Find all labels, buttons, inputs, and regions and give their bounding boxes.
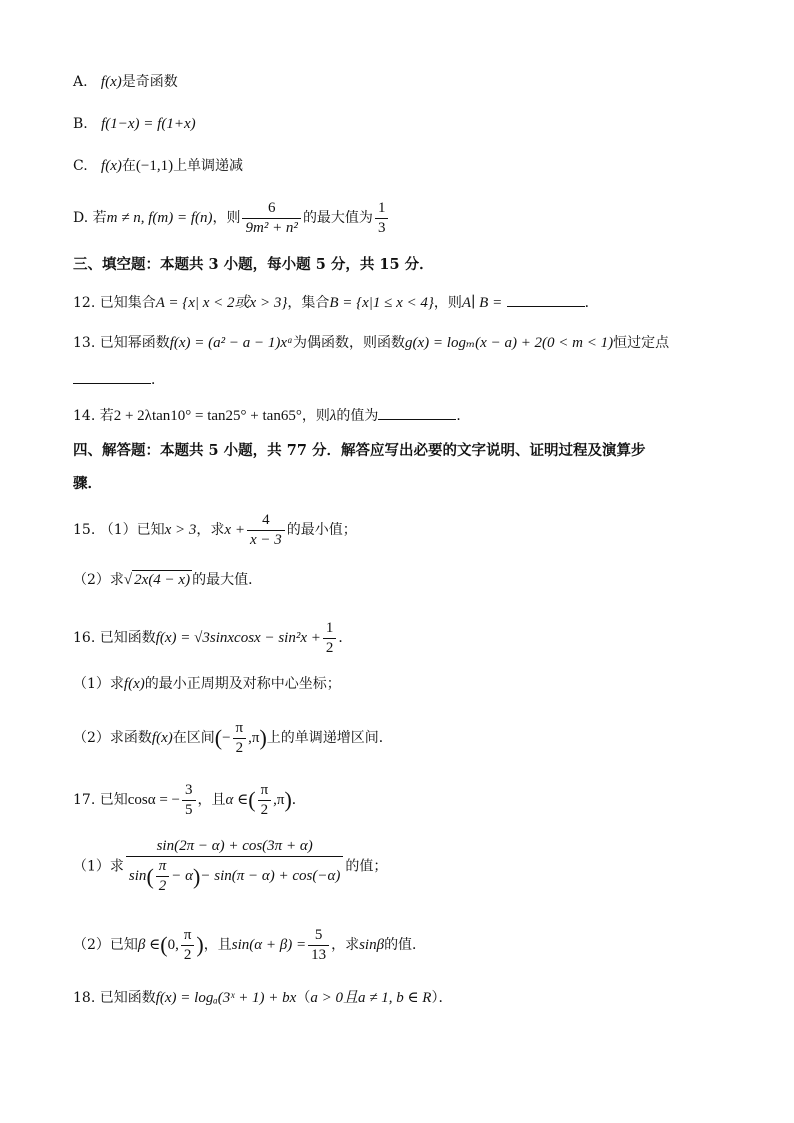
part-label: （1） bbox=[99, 522, 137, 538]
text: 已知 bbox=[99, 792, 128, 808]
numerator: 1 bbox=[377, 199, 386, 216]
part-label: （2） bbox=[73, 572, 110, 588]
math: f(x) = (a² − a − 1)xᵃ bbox=[169, 335, 294, 351]
text: 已知集合 bbox=[99, 295, 156, 311]
math: β ∈ bbox=[137, 937, 161, 953]
numerator: π bbox=[158, 858, 167, 874]
text: 在 bbox=[121, 158, 136, 174]
fraction bbox=[258, 782, 272, 819]
math: f(x) bbox=[151, 730, 173, 746]
question-17-part-2 bbox=[73, 925, 426, 965]
answer-blank bbox=[378, 405, 456, 420]
denominator: 2 bbox=[156, 876, 170, 895]
question-15-part-1 bbox=[73, 510, 357, 550]
question-13 bbox=[73, 333, 669, 353]
text: 若 bbox=[92, 210, 107, 226]
question-17 bbox=[73, 780, 306, 820]
text: 是奇函数 bbox=[121, 74, 178, 90]
math: cosα = − bbox=[127, 792, 180, 808]
math: a > 0且a ≠ 1, b ∈ R bbox=[310, 990, 432, 1006]
text: 的最大值为 bbox=[302, 210, 373, 226]
math: f(x) bbox=[100, 74, 122, 90]
part-label: （1） bbox=[73, 676, 110, 692]
question-14 bbox=[73, 405, 470, 426]
math: f(x) = √3sinxcosx − sin²x + bbox=[155, 630, 321, 646]
option-d bbox=[73, 198, 390, 238]
option-label: D. bbox=[73, 210, 89, 226]
part-label: （2） bbox=[73, 937, 110, 953]
denominator: 13 bbox=[308, 945, 329, 964]
text: 求 bbox=[109, 858, 124, 875]
fraction bbox=[242, 200, 300, 237]
fraction bbox=[126, 838, 343, 895]
math: sinβ bbox=[359, 937, 385, 953]
question-number: 18. bbox=[73, 990, 96, 1006]
math: A = {x| x < 2或x > 3} bbox=[155, 295, 288, 311]
question-18 bbox=[73, 988, 452, 1008]
numerator: π bbox=[235, 719, 244, 736]
math: sin bbox=[128, 868, 147, 884]
fraction bbox=[308, 927, 329, 964]
text: ）． bbox=[431, 990, 453, 1006]
text: 已知 bbox=[136, 522, 165, 538]
text: ． bbox=[338, 630, 353, 646]
math: x > 3 bbox=[164, 522, 197, 538]
math: , bbox=[248, 730, 252, 746]
answer-blank bbox=[73, 369, 151, 384]
text: ，且 bbox=[197, 792, 226, 808]
text: ，则 bbox=[433, 295, 462, 311]
numerator: π bbox=[183, 926, 192, 943]
text: （ bbox=[296, 990, 311, 1006]
math: 2 + 2λtan10° = tan25° + tan65° bbox=[113, 408, 302, 424]
text: ，则 bbox=[301, 408, 330, 424]
minus-sign: − bbox=[222, 730, 231, 746]
math: π bbox=[251, 730, 260, 746]
question-13-cont bbox=[73, 369, 165, 390]
denominator: 5 bbox=[182, 800, 196, 819]
text: ，且 bbox=[203, 937, 232, 953]
math: λ bbox=[329, 408, 337, 424]
numerator: 5 bbox=[314, 926, 323, 943]
question-number: 14. bbox=[73, 408, 96, 424]
question-16 bbox=[73, 618, 352, 658]
text: 的最大值． bbox=[192, 572, 263, 588]
answer-blank bbox=[507, 292, 585, 307]
numerator: 1 bbox=[325, 619, 334, 636]
text: 求函数 bbox=[109, 730, 152, 746]
math: x + bbox=[224, 522, 245, 538]
option-label: A. bbox=[73, 74, 88, 90]
option-label: B. bbox=[73, 116, 88, 132]
text: 的值为 bbox=[336, 408, 379, 424]
denominator bbox=[126, 856, 343, 895]
text: ，则 bbox=[212, 210, 241, 226]
question-12 bbox=[73, 292, 599, 313]
text: 已知函数 bbox=[99, 630, 156, 646]
denominator: 2 bbox=[233, 738, 247, 757]
part-label: （1） bbox=[73, 858, 110, 875]
question-16-part-2 bbox=[73, 718, 393, 758]
text: 若 bbox=[99, 408, 114, 424]
text: 上单调递减 bbox=[173, 158, 244, 174]
math: sin(α + β) = bbox=[231, 937, 307, 953]
numerator: π bbox=[260, 781, 269, 798]
fraction bbox=[233, 720, 247, 757]
math: 0, bbox=[167, 937, 179, 953]
text: 求 bbox=[109, 572, 124, 588]
text: 在区间 bbox=[172, 730, 215, 746]
question-number: 15. bbox=[73, 522, 96, 538]
text: 的最小正周期及对称中心坐标； bbox=[144, 676, 341, 692]
text: 上的单调递增区间． bbox=[266, 730, 393, 746]
math: − α bbox=[171, 868, 194, 884]
option-b bbox=[73, 114, 196, 134]
sqrt-sign: √ bbox=[123, 572, 133, 588]
denominator: 2 bbox=[181, 945, 195, 964]
math: g(x) = logₘ(x − a) + 2(0 < m < 1) bbox=[405, 335, 614, 351]
text: 的最小值； bbox=[286, 522, 357, 538]
text: ，求 bbox=[331, 937, 360, 953]
question-16-part-1 bbox=[73, 674, 341, 694]
math: A∣ B = bbox=[461, 295, 503, 311]
section-title: 三、填空题：本题共 3 小题，每小题 5 分，共 15 分． bbox=[73, 256, 434, 273]
option-c bbox=[73, 156, 243, 176]
text: 已知 bbox=[109, 937, 138, 953]
text: 已知函数 bbox=[99, 990, 156, 1006]
fraction bbox=[181, 927, 195, 964]
math: π bbox=[276, 792, 285, 808]
numerator: sin(2π − α) + cos(3π + α) bbox=[156, 838, 313, 854]
text: 的值； bbox=[345, 858, 388, 875]
text: ． bbox=[291, 792, 306, 808]
section-title-cont: 骤． bbox=[73, 475, 102, 492]
denominator: 9m² + n² bbox=[242, 218, 300, 237]
question-number: 17. bbox=[73, 792, 96, 808]
left-paren: ( bbox=[214, 725, 223, 750]
part-label: （2） bbox=[73, 730, 110, 746]
fraction bbox=[375, 200, 389, 237]
denominator: 2 bbox=[323, 638, 337, 657]
numerator: 4 bbox=[262, 511, 270, 528]
fraction bbox=[156, 858, 170, 895]
question-number: 13. bbox=[73, 335, 96, 351]
math: − sin(π − α) + cos(−α) bbox=[200, 868, 341, 884]
numerator: 3 bbox=[185, 781, 193, 798]
right-paren: ) bbox=[193, 864, 201, 889]
right-paren: ) bbox=[284, 787, 292, 812]
right-paren: ) bbox=[196, 932, 204, 957]
denominator: x − 3 bbox=[247, 530, 285, 549]
question-17-part-1 bbox=[73, 838, 387, 895]
math: (−1,1) bbox=[135, 158, 174, 174]
math: f(x) = logₐ(3ˣ + 1) + bx bbox=[155, 990, 297, 1006]
left-paren: ( bbox=[146, 864, 154, 889]
fraction bbox=[247, 512, 285, 549]
question-number: 16. bbox=[73, 630, 96, 646]
math: f(x) bbox=[123, 676, 145, 692]
text: 已知幂函数 bbox=[99, 335, 170, 351]
denominator: 3 bbox=[375, 218, 389, 237]
left-paren: ( bbox=[248, 787, 256, 812]
question-number: 12. bbox=[73, 295, 96, 311]
text: ． bbox=[584, 295, 599, 311]
numerator: 6 bbox=[267, 199, 276, 216]
math: α ∈ bbox=[225, 792, 249, 808]
fraction bbox=[323, 620, 337, 657]
math: f(1−x) = f(1+x) bbox=[101, 116, 196, 132]
left-paren: ( bbox=[160, 932, 168, 957]
text: ． bbox=[151, 372, 165, 388]
math: f(x) bbox=[101, 158, 122, 174]
option-a bbox=[73, 72, 178, 92]
text: 恒过定点 bbox=[613, 335, 670, 351]
text: ，求 bbox=[196, 522, 225, 538]
text: 的值． bbox=[384, 937, 427, 953]
math: B = {x|1 ≤ x < 4} bbox=[329, 295, 434, 311]
right-paren: ) bbox=[259, 725, 267, 750]
math: m ≠ n, f(m) = f(n) bbox=[106, 210, 213, 226]
question-15-part-2 bbox=[73, 570, 262, 590]
denominator: 2 bbox=[258, 800, 272, 819]
text: 为偶函数，则函数 bbox=[293, 335, 406, 351]
section-title: 四、解答题：本题共 5 小题，共 77 分．解答应写出必要的文字说明、证明过程及演算步 bbox=[73, 442, 646, 459]
math: 2x(4 − x) bbox=[134, 572, 191, 588]
comma: , bbox=[273, 792, 277, 808]
option-label: C. bbox=[73, 158, 88, 174]
fraction bbox=[182, 782, 196, 819]
text: ，集合 bbox=[287, 295, 330, 311]
text: 求 bbox=[109, 676, 124, 692]
text: ． bbox=[456, 408, 471, 424]
